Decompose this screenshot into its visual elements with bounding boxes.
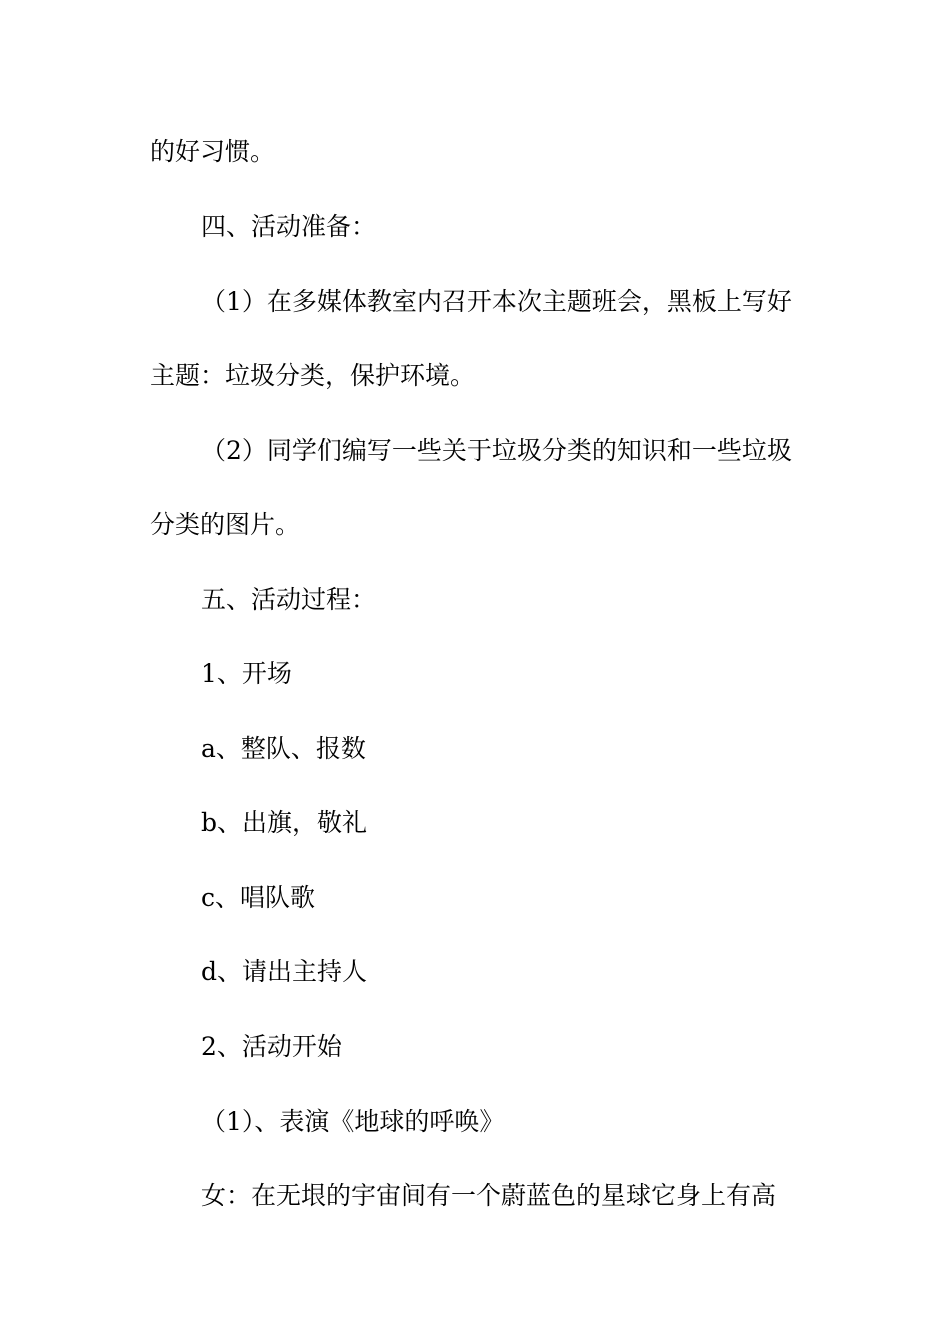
opening-item-a: a、整队、报数 — [201, 734, 366, 763]
preparation-item-2: （2）同学们编写一些关于垃圾分类的知识和一些垃圾 — [201, 436, 792, 465]
opening-item-d: d、请出主持人 — [201, 957, 368, 986]
process-step-start: 2、活动开始 — [201, 1032, 342, 1061]
paragraph-continuation: 的好习惯。 — [150, 137, 276, 166]
dialogue-line: 女：在无垠的宇宙间有一个蔚蓝色的星球它身上有高 — [201, 1181, 777, 1210]
preparation-item-1: （1）在多媒体教室内召开本次主题班会，黑板上写好 — [201, 287, 792, 316]
performance-title: （1）、表演《地球的呼唤》 — [201, 1107, 505, 1136]
preparation-item-2-continued: 分类的图片。 — [150, 510, 301, 539]
process-step-opening: 1、开场 — [201, 659, 292, 688]
section-heading-preparation: 四、活动准备： — [201, 212, 377, 241]
preparation-item-1-continued: 主题：垃圾分类，保护环境。 — [150, 361, 476, 390]
section-heading-process: 五、活动过程： — [201, 585, 377, 614]
opening-item-c: c、唱队歌 — [201, 883, 316, 912]
opening-item-b: b、出旗，敬礼 — [201, 808, 368, 837]
